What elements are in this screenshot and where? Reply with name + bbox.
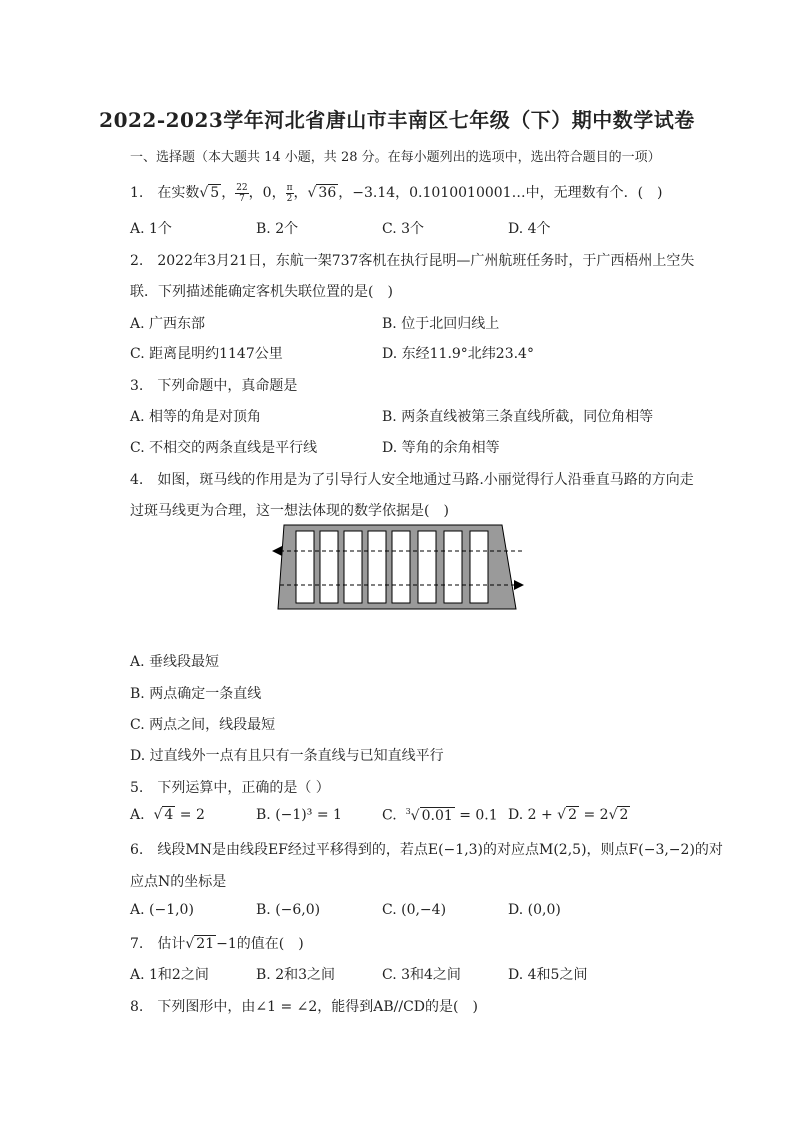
question-7: 7. 估计√ 21 −1的值在( ) xyxy=(130,936,304,952)
option-d: D. 过直线外一点有且只有一条直线与已知直线平行 xyxy=(130,748,444,764)
page-title: 2022-2023学年河北省唐山市丰南区七年级（下）期中数学试卷 xyxy=(99,108,695,132)
stripe xyxy=(368,531,386,603)
question-text: 线段MN是由线段EF经过平移得到的，若点E(−1,3)的对应点M(2,5)，则点F(−3,−2)的对 xyxy=(157,842,723,858)
crosswalk-stripes xyxy=(296,531,488,603)
stripe xyxy=(418,531,436,603)
question-number: 6. xyxy=(130,842,144,858)
question-number: 3. xyxy=(130,378,144,394)
question-text: 2022年3月21日，东航一架737客机在执行昆明—广州航班任务时，于广西梧州上空失 xyxy=(157,253,695,269)
question-4-line2: 过斑马线更为合理，这一想法体现的数学依据是( ) xyxy=(130,503,449,519)
option-c: C. 3个 xyxy=(382,221,425,237)
stripe xyxy=(470,531,488,603)
option-d: D. (0,0) xyxy=(508,902,561,918)
question-6 xyxy=(130,839,723,859)
option-d: D. 等角的余角相等 xyxy=(382,440,500,456)
option-b: B. (−6,0) xyxy=(256,902,321,918)
option-c: C. 距离昆明约1147公里 xyxy=(130,346,283,362)
question-6-line2: 应点N的坐标是 xyxy=(130,874,227,890)
stripe xyxy=(296,531,314,603)
question-number: 5. xyxy=(130,780,144,796)
question-8 xyxy=(130,996,478,1016)
option-a: A. 相等的角是对顶角 xyxy=(130,409,262,425)
option-b: B. 2个 xyxy=(256,221,299,237)
stripe xyxy=(444,531,462,603)
option-c: C. 不相交的两条直线是平行线 xyxy=(130,440,318,456)
question-4 xyxy=(130,469,694,489)
question-number: 2. xyxy=(130,253,144,269)
option-c: C. (0,−4) xyxy=(382,902,447,918)
question-number: 8. xyxy=(130,999,144,1015)
option-d: D. 4和5之间 xyxy=(508,967,588,983)
question-3 xyxy=(130,375,297,395)
option-b: B. 2和3之间 xyxy=(256,967,336,983)
question-text: 下列运算中，正确的是（ ） xyxy=(157,780,330,796)
option-a: A. 垂线段最短 xyxy=(130,654,220,670)
question-number: 4. xyxy=(130,472,144,488)
fraction-pi: $\frac{\pi}{2}$ xyxy=(286,182,293,204)
question-5 xyxy=(130,777,330,797)
question-text: 如图，斑马线的作用是为了引导行人安全地通过马路.小丽觉得行人沿垂直马路的方向走 xyxy=(157,472,694,488)
option-b: B. 两点确定一条直线 xyxy=(130,686,262,702)
question-2-line2: 联．下列描述能确定客机失联位置的是( ) xyxy=(130,284,393,300)
option-a: A. (−1,0) xyxy=(130,902,194,918)
option-a: A. 1和2之间 xyxy=(130,967,209,983)
option-c: C. 3和4之间 xyxy=(382,967,461,983)
arrow-left-icon xyxy=(272,546,282,556)
option-a: A. √ 4 = 2 xyxy=(130,807,205,823)
option-d: D. 4个 xyxy=(508,221,551,237)
stripe xyxy=(320,531,338,603)
section-header: 一、选择题（本大题共 14 小题，共 28 分。在每小题列出的选项中，选出符合题目的一项） xyxy=(130,150,661,165)
option-d: D. 2 + √ 2 = 2√ 2 xyxy=(508,807,629,823)
option-a: A. 广西东部 xyxy=(130,316,206,332)
arrow-right-icon xyxy=(514,580,524,590)
option-b: B. (−1)³ = 1 xyxy=(256,807,342,823)
stripe xyxy=(344,531,362,603)
sqrt-symbol: √ 4 xyxy=(153,807,174,823)
question-text: 下列命题中，真命题是 xyxy=(157,378,298,394)
option-a: A. 1个 xyxy=(130,221,172,237)
option-b: B. 两条直线被第三条直线所截，同位角相等 xyxy=(382,409,654,425)
sqrt-symbol: √ 2 xyxy=(608,807,629,823)
sqrt-symbol: √ 36 xyxy=(307,185,337,201)
fraction: $\frac{22}{7}$ xyxy=(236,182,248,204)
sqrt-symbol: √ 2 xyxy=(557,807,578,823)
question-1: 1. 在实数√ 5 ， $\frac{22}{7}$ ，0， $\frac{\pi}{2}$ ，√ 36 ，−3.14，0.1010010001…中，无理数有个．( ) xyxy=(130,182,663,204)
question-number: 1. xyxy=(130,185,144,201)
question-2 xyxy=(130,250,694,270)
option-c: C. 两点之间，线段最短 xyxy=(130,717,276,733)
option-d: D. 东经11.9°北纬23.4° xyxy=(382,346,534,362)
question-text: 下列图形中，由∠1 = ∠2，能得到AB//CD的是( ) xyxy=(157,999,478,1015)
cube-root-symbol: √ 0.01 xyxy=(410,807,453,824)
question-text: 在实数 xyxy=(157,185,200,201)
stripe xyxy=(392,531,410,603)
question-text: 估计 xyxy=(157,936,186,952)
crosswalk-figure xyxy=(270,523,530,613)
question-number: 7. xyxy=(130,936,144,952)
sqrt-symbol: √ 21 xyxy=(185,936,215,952)
sqrt-symbol: √ 5 xyxy=(199,185,220,201)
option-c: C. $^3$√ 0.01 = 0.1 xyxy=(382,807,498,824)
option-b: B. 位于北回归线上 xyxy=(382,316,500,332)
